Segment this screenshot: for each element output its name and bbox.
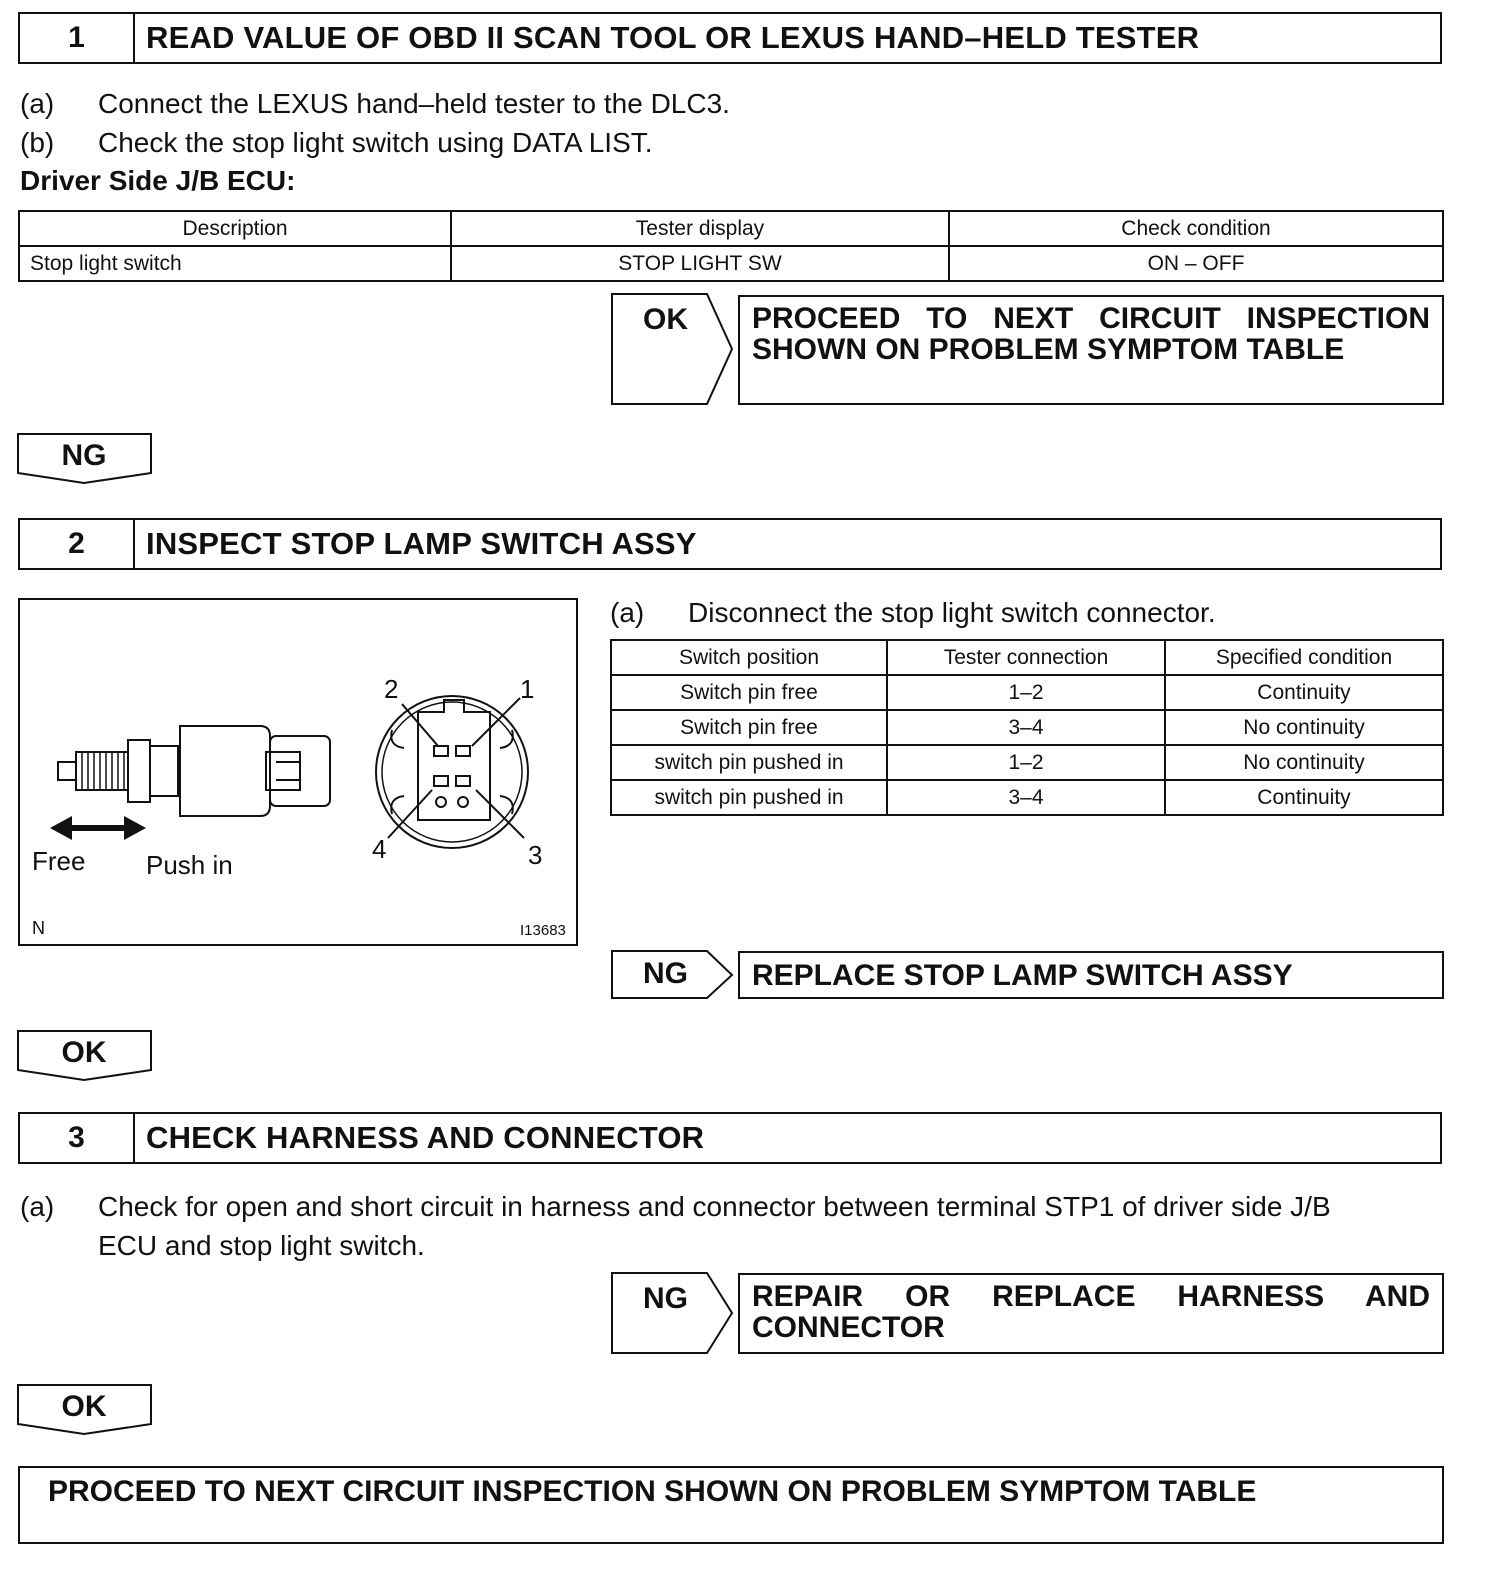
figure-id: I13683	[520, 922, 566, 939]
table-row	[611, 710, 1443, 745]
result-tag: NG	[643, 1282, 688, 1315]
item-text: Disconnect the stop light switch connector.	[688, 597, 1216, 628]
table-cell: Continuity	[1165, 675, 1443, 710]
pin-label-3: 3	[528, 840, 543, 870]
instruction-a	[20, 1188, 1450, 1266]
table-row	[611, 780, 1443, 815]
result-tag: NG	[643, 957, 688, 990]
table-cell: Switch pin free	[611, 675, 887, 710]
step-number: 1	[20, 14, 135, 62]
step-title: CHECK HARNESS AND CONNECTOR	[146, 1120, 705, 1155]
table-cell: No continuity	[1165, 745, 1443, 780]
step-2-header	[18, 518, 1442, 570]
table-cell: Stop light switch	[19, 246, 451, 281]
ng-result-box	[738, 1273, 1444, 1354]
ok-result-arrow	[611, 293, 735, 406]
instruction-a	[20, 85, 1220, 123]
final-result-box	[18, 1466, 1444, 1544]
sub-heading: Driver Side J/B ECU:	[20, 165, 296, 196]
step-title: INSPECT STOP LAMP SWITCH ASSY	[146, 526, 697, 561]
instruction-a	[610, 594, 1410, 632]
table-header: Tester display	[451, 211, 949, 246]
table-header-row	[611, 640, 1443, 675]
ng-down-tab	[17, 433, 157, 485]
continuity-table	[610, 639, 1444, 816]
result-line: CONNECTOR	[752, 1311, 945, 1344]
table-row	[611, 745, 1443, 780]
table-header: Specified condition	[1165, 640, 1443, 675]
stop-light-switch-diagram	[20, 600, 576, 944]
ok-down-tab	[17, 1030, 157, 1082]
step-1-header	[18, 12, 1442, 64]
table-cell: switch pin pushed in	[611, 780, 887, 815]
item-text-line: ECU and stop light switch.	[98, 1230, 425, 1261]
result-line: REPAIR OR REPLACE HARNESS AND	[752, 1280, 1430, 1313]
item-text: Check the stop light switch using DATA LIST.	[98, 127, 653, 158]
down-tag-label: OK	[61, 1390, 107, 1423]
free-label: Free	[32, 846, 86, 876]
step-title: READ VALUE OF OBD II SCAN TOOL OR LEXUS HAND–HELD TESTER	[146, 20, 1200, 55]
table-cell: 1–2	[887, 745, 1165, 780]
ng-result-box	[738, 951, 1444, 999]
result-line: REPLACE STOP LAMP SWITCH ASSY	[752, 959, 1293, 992]
step-number: 2	[20, 520, 135, 568]
push-in-label: Push in	[146, 850, 233, 880]
table-cell: Continuity	[1165, 780, 1443, 815]
pin-label-1: 1	[520, 674, 535, 704]
table-row	[611, 675, 1443, 710]
ok-result-box	[738, 295, 1444, 405]
table-header: Switch position	[611, 640, 887, 675]
table-header-row	[19, 211, 1443, 246]
table-cell: ON – OFF	[949, 246, 1443, 281]
switch-figure	[18, 598, 578, 946]
step-number: 3	[20, 1114, 135, 1162]
result-line: PROCEED TO NEXT CIRCUIT INSPECTION	[752, 302, 1430, 335]
pin-label-4: 4	[372, 834, 387, 864]
final-text: PROCEED TO NEXT CIRCUIT INSPECTION SHOWN ON PROBLEM SYMPTOM TABLE	[48, 1475, 1257, 1508]
corner-n-label: N	[32, 918, 45, 938]
item-text: Connect the LEXUS hand–held tester to the DLC3.	[98, 88, 730, 119]
table-header: Description	[19, 211, 451, 246]
table-header: Tester connection	[887, 640, 1165, 675]
item-label: (b)	[20, 127, 55, 158]
step-3-header	[18, 1112, 1442, 1164]
result-line: SHOWN ON PROBLEM SYMPTOM TABLE	[752, 333, 1345, 366]
table-cell: 1–2	[887, 675, 1165, 710]
pin-label-2: 2	[384, 674, 399, 704]
table-cell: No continuity	[1165, 710, 1443, 745]
table-cell: STOP LIGHT SW	[451, 246, 949, 281]
item-label: (a)	[610, 597, 645, 628]
table-row	[19, 246, 1443, 281]
table-cell: Switch pin free	[611, 710, 887, 745]
table-cell: switch pin pushed in	[611, 745, 887, 780]
item-label: (a)	[20, 88, 55, 119]
down-tag-label: OK	[61, 1036, 107, 1069]
down-tag-label: NG	[61, 439, 107, 472]
table-header: Check condition	[949, 211, 1443, 246]
table-cell: 3–4	[887, 710, 1165, 745]
instruction-b	[20, 124, 1220, 162]
ng-result-arrow	[611, 1272, 735, 1355]
data-list-table	[18, 210, 1444, 282]
item-text-line: Check for open and short circuit in harness and connector between terminal STP1 of driver side J/B	[98, 1191, 1331, 1222]
ng-result-arrow	[611, 950, 735, 1000]
item-label: (a)	[20, 1191, 55, 1222]
table-cell: 3–4	[887, 780, 1165, 815]
ok-down-tab	[17, 1384, 157, 1436]
result-tag: OK	[643, 303, 688, 336]
